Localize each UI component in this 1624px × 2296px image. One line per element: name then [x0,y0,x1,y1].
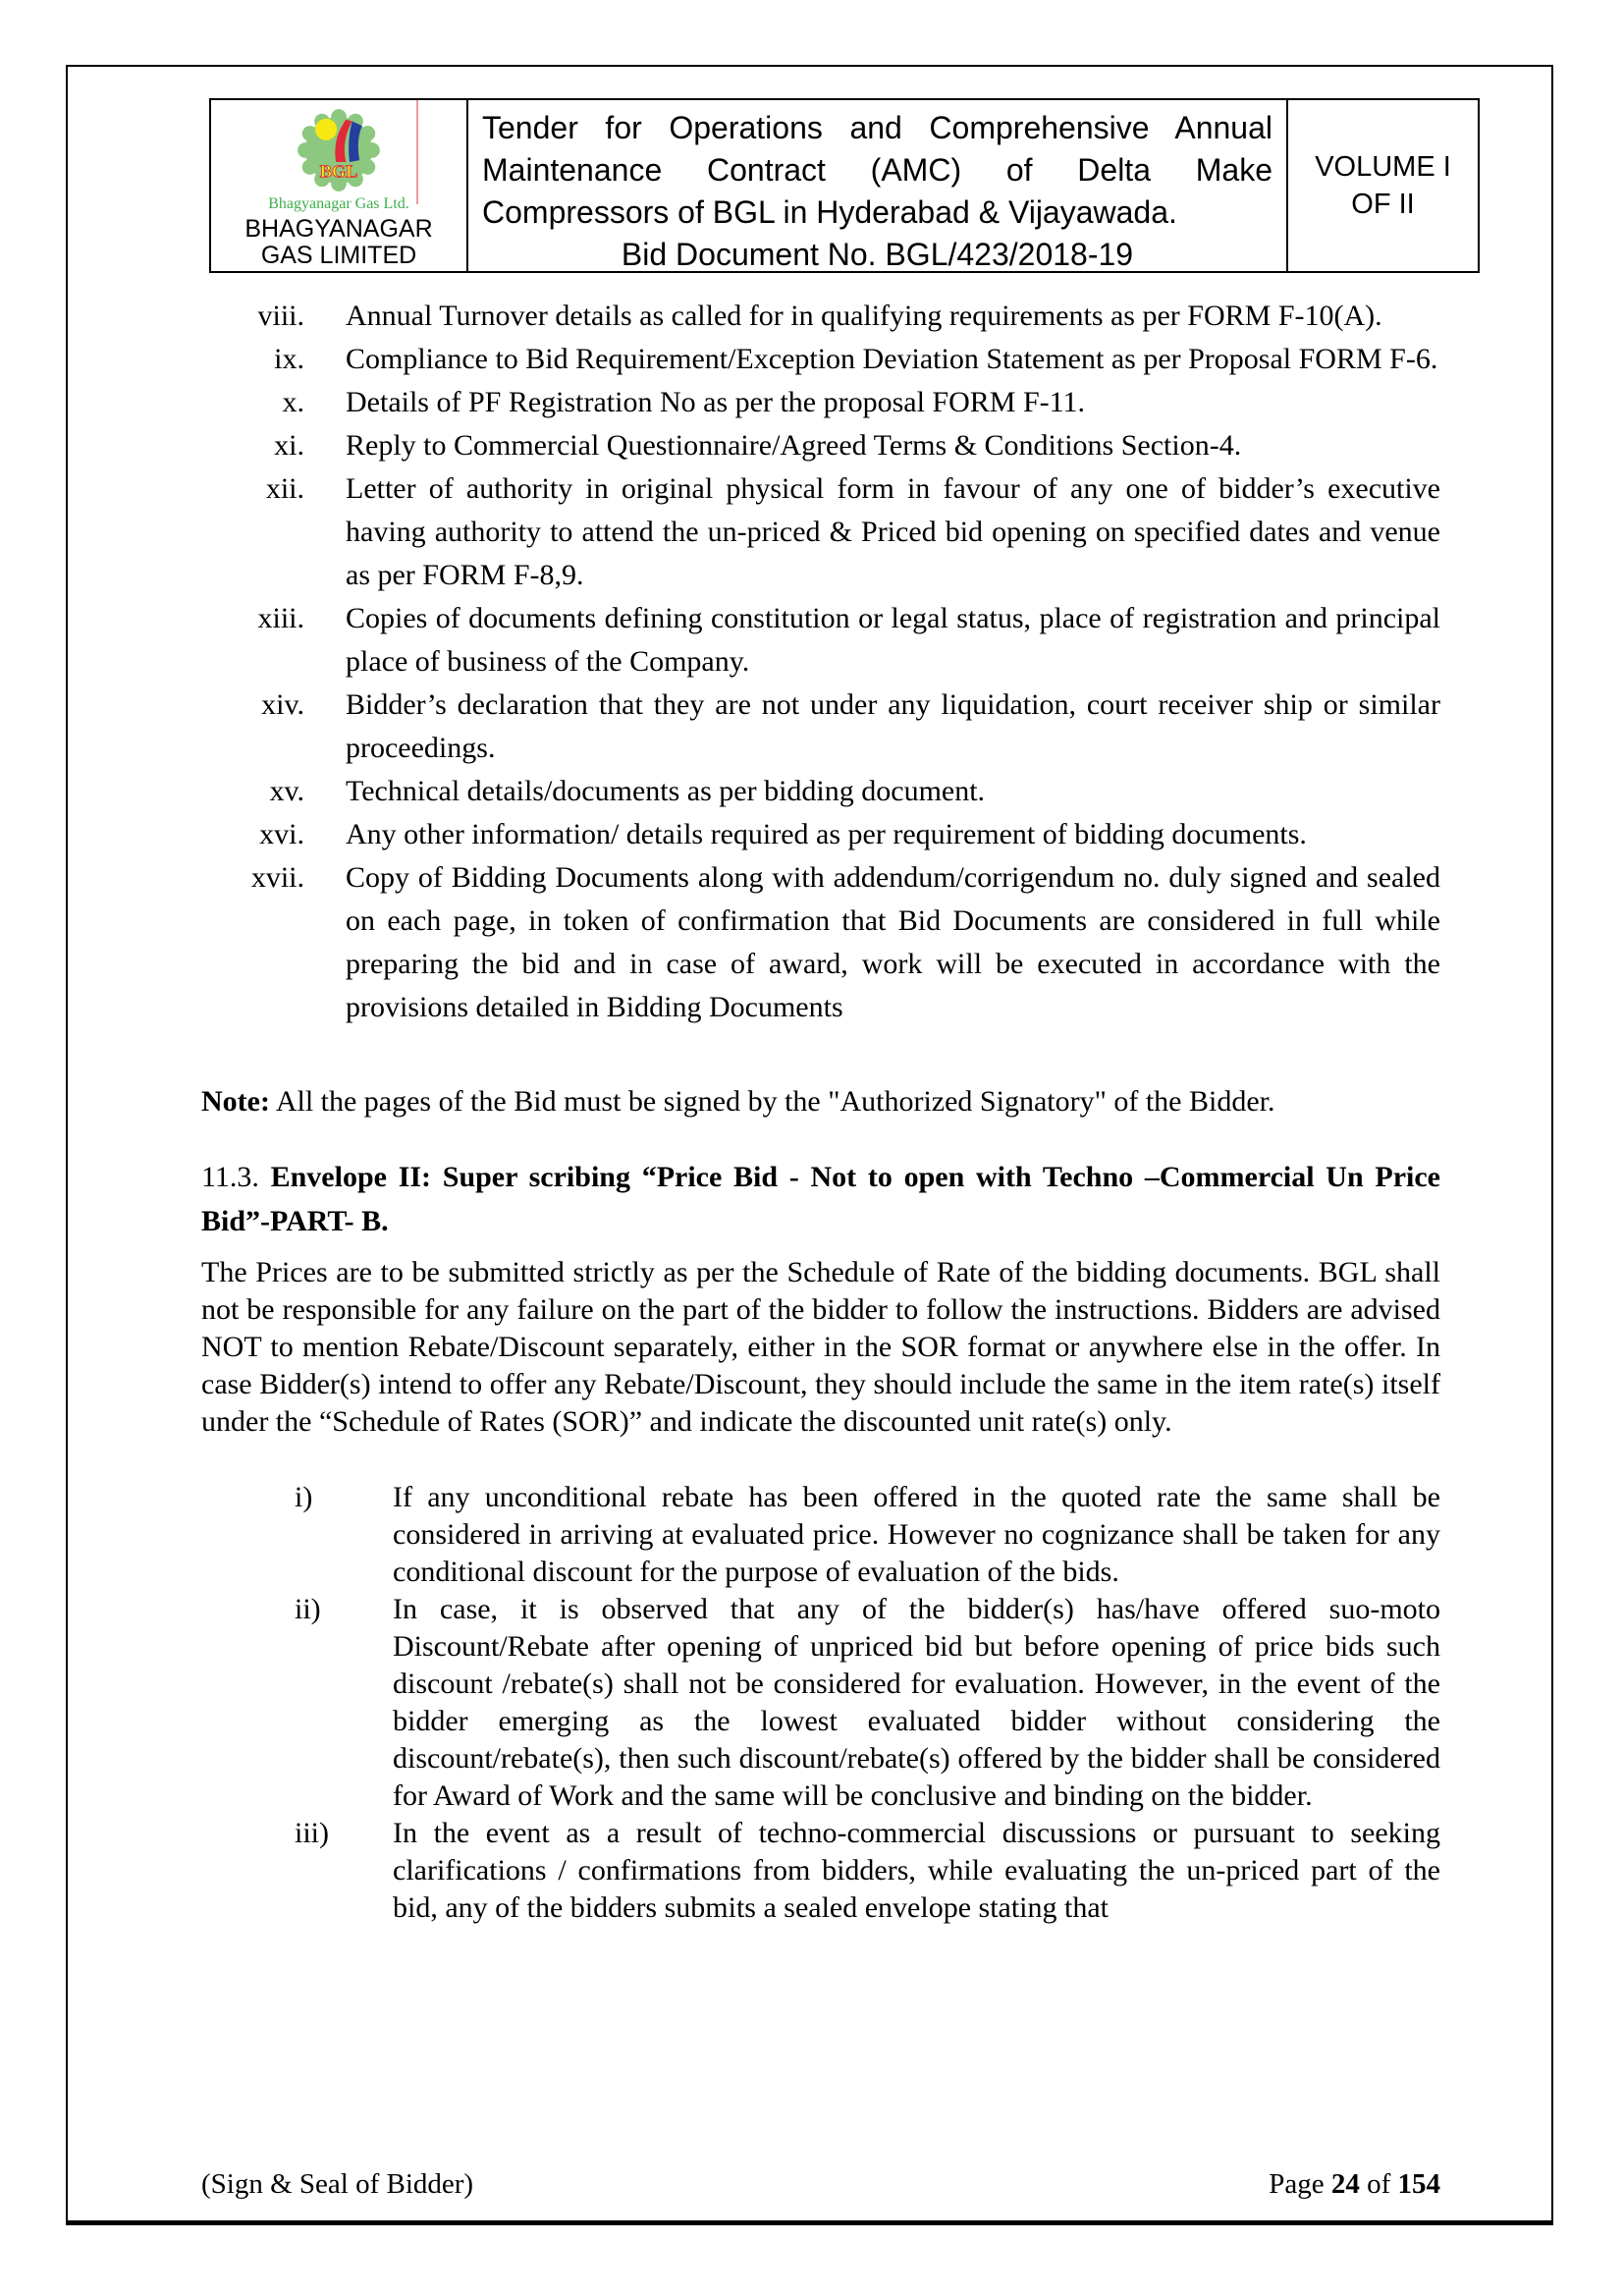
item-number: ii) [295,1593,321,1625]
total-pages: 154 [1397,2168,1440,2200]
bid-document-number: Bid Document No. BGL/423/2018-19 [621,237,1134,272]
item-text: In case, it is observed that any of the bidder(s) has/have offered suo-moto Discount/Rebate after opening of unpriced bid but before opening of price bids such discount /rebate(s) shall not be considered for evaluation. However, in the event of the bidder emerging as the lowest evaluated bidder without considering the discount/rebate(s), then such discount/rebate(s) offered by the bidder shall be considered for Award of Work and the same will be conclusive and binding on the bidder. [393,1593,1440,1812]
logo-monogram: BGL [319,161,358,182]
checklist-item [201,856,1440,1029]
header-title-cell [468,100,1288,271]
page-indicator [1269,2166,1440,2202]
note [201,1080,1440,1123]
volume-line-1: VOLUME I [1315,151,1451,183]
item-number: xvi. [259,818,304,850]
conditions-list [201,1479,1440,1927]
item-text: Compliance to Bid Requirement/Exception Deviation Statement as per Proposal FORM F-6. [346,343,1438,375]
company-name: BHAGYANAGAR GAS LIMITED [244,215,433,269]
item-number: xvii. [250,861,304,894]
checklist-item [201,295,1440,338]
header-logo-cell [211,100,468,271]
item-number: xi. [274,429,304,462]
red-divider-line [416,100,418,204]
logo-caption: Bhagyanagar Gas Ltd. [268,195,409,212]
volume-line-2: OF II [1351,189,1415,220]
sign-seal-label: (Sign & Seal of Bidder) [201,2168,474,2200]
item-text: Letter of authority in original physical form in favour of any one of bidder’s executive having authority to attend the un-priced & Priced bid opening on specified dates and venue as per FORM F-8,9. [346,472,1440,591]
checklist-item [201,467,1440,597]
tender-title: Tender for Operations and Comprehensive Annual Maintenance Contract (AMC) of Delta Make Compressors of BGL in Hyderabad & Vijayawada. [482,110,1272,230]
item-text: Copy of Bidding Documents along with addendum/corrigendum no. duly signed and sealed on each page, in token of confirmation that Bid Documents are considered in full while preparing the bid and in case of award, work will be executed in accordance with the provisions detailed in Bidding Documents [346,861,1440,1023]
checklist-item [201,424,1440,467]
item-text: Bidder’s declaration that they are not under any liquidation, court receiver ship or similar proceedings. [346,688,1440,764]
item-number: xiii. [257,602,304,634]
item-number: i) [295,1481,313,1513]
section-number: 11.3. [201,1161,259,1193]
item-number: iii) [295,1817,329,1849]
checklist-item [201,381,1440,424]
header-table [209,98,1480,273]
checklist-item [201,770,1440,813]
item-text: In the event as a result of techno-commercial discussions or pursuant to seeking clarifications / confirmations from bidders, while evaluating the un-priced part of the bid, any of the bidders submits a sealed envelope stating that [393,1817,1440,1924]
page-number: 24 [1330,2168,1360,2200]
section-heading [201,1155,1440,1243]
section-title: Envelope II: Super scribing “Price Bid - Not to open with Techno –Commercial Un Price Bid”-PART- B. [201,1161,1440,1237]
item-text: Annual Turnover details as called for in qualifying requirements as per FORM F-10(A). [346,300,1382,332]
checklist-item [201,813,1440,856]
checklist-item [201,597,1440,683]
document-body [201,295,1440,1927]
condition-item [201,1479,1440,1591]
item-text: Details of PF Registration No as per the proposal FORM F-11. [346,386,1086,418]
sun-icon [315,119,337,140]
item-text: Copies of documents defining constitution or legal status, place of registration and principal place of business of the Company. [346,602,1440,678]
checklist [201,295,1440,1029]
item-number: x. [282,386,304,418]
item-number: xii. [265,472,304,505]
checklist-item [201,338,1440,381]
item-text: Any other information/ details required as per requirement of bidding documents. [346,818,1307,850]
item-text: Technical details/documents as per bidding document. [346,775,986,807]
condition-item [201,1591,1440,1815]
page-word: Page [1269,2168,1331,2200]
item-number: xiv. [261,688,304,721]
item-text: If any unconditional rebate has been offered in the quoted rate the same shall be considered in arriving at evaluated price. However no cognizance shall be taken for any conditional discount for the purpose of evaluation of the bids. [393,1481,1440,1588]
item-number: viii. [257,300,304,332]
bgl-logo-icon [294,105,384,195]
volume-label [1288,100,1478,271]
item-number: xv. [269,775,304,807]
note-text: All the pages of the Bid must be signed by the "Authorized Signatory" of the Bidder. [269,1085,1275,1118]
of-word: of [1359,2168,1398,2200]
item-number: ix. [274,343,304,375]
footer [201,2166,1440,2202]
checklist-item [201,683,1440,770]
note-label: Note: [201,1085,270,1118]
item-text: Reply to Commercial Questionnaire/Agreed Terms & Conditions Section-4. [346,429,1242,462]
body-paragraph: The Prices are to be submitted strictly as per the Schedule of Rate of the bidding documents. BGL shall not be responsible for any failure on the part of the bidder to follow the instructions. Bidders are advised NOT to mention Rebate/Discount separately, either in the SOR format or anywhere else in the offer. In case Bidder(s) intend to offer any Rebate/Discount, they should include the same in the item rate(s) itself under the “Schedule of Rates (SOR)” and indicate the discounted unit rate(s) only. [201,1256,1440,1438]
condition-item [201,1815,1440,1927]
